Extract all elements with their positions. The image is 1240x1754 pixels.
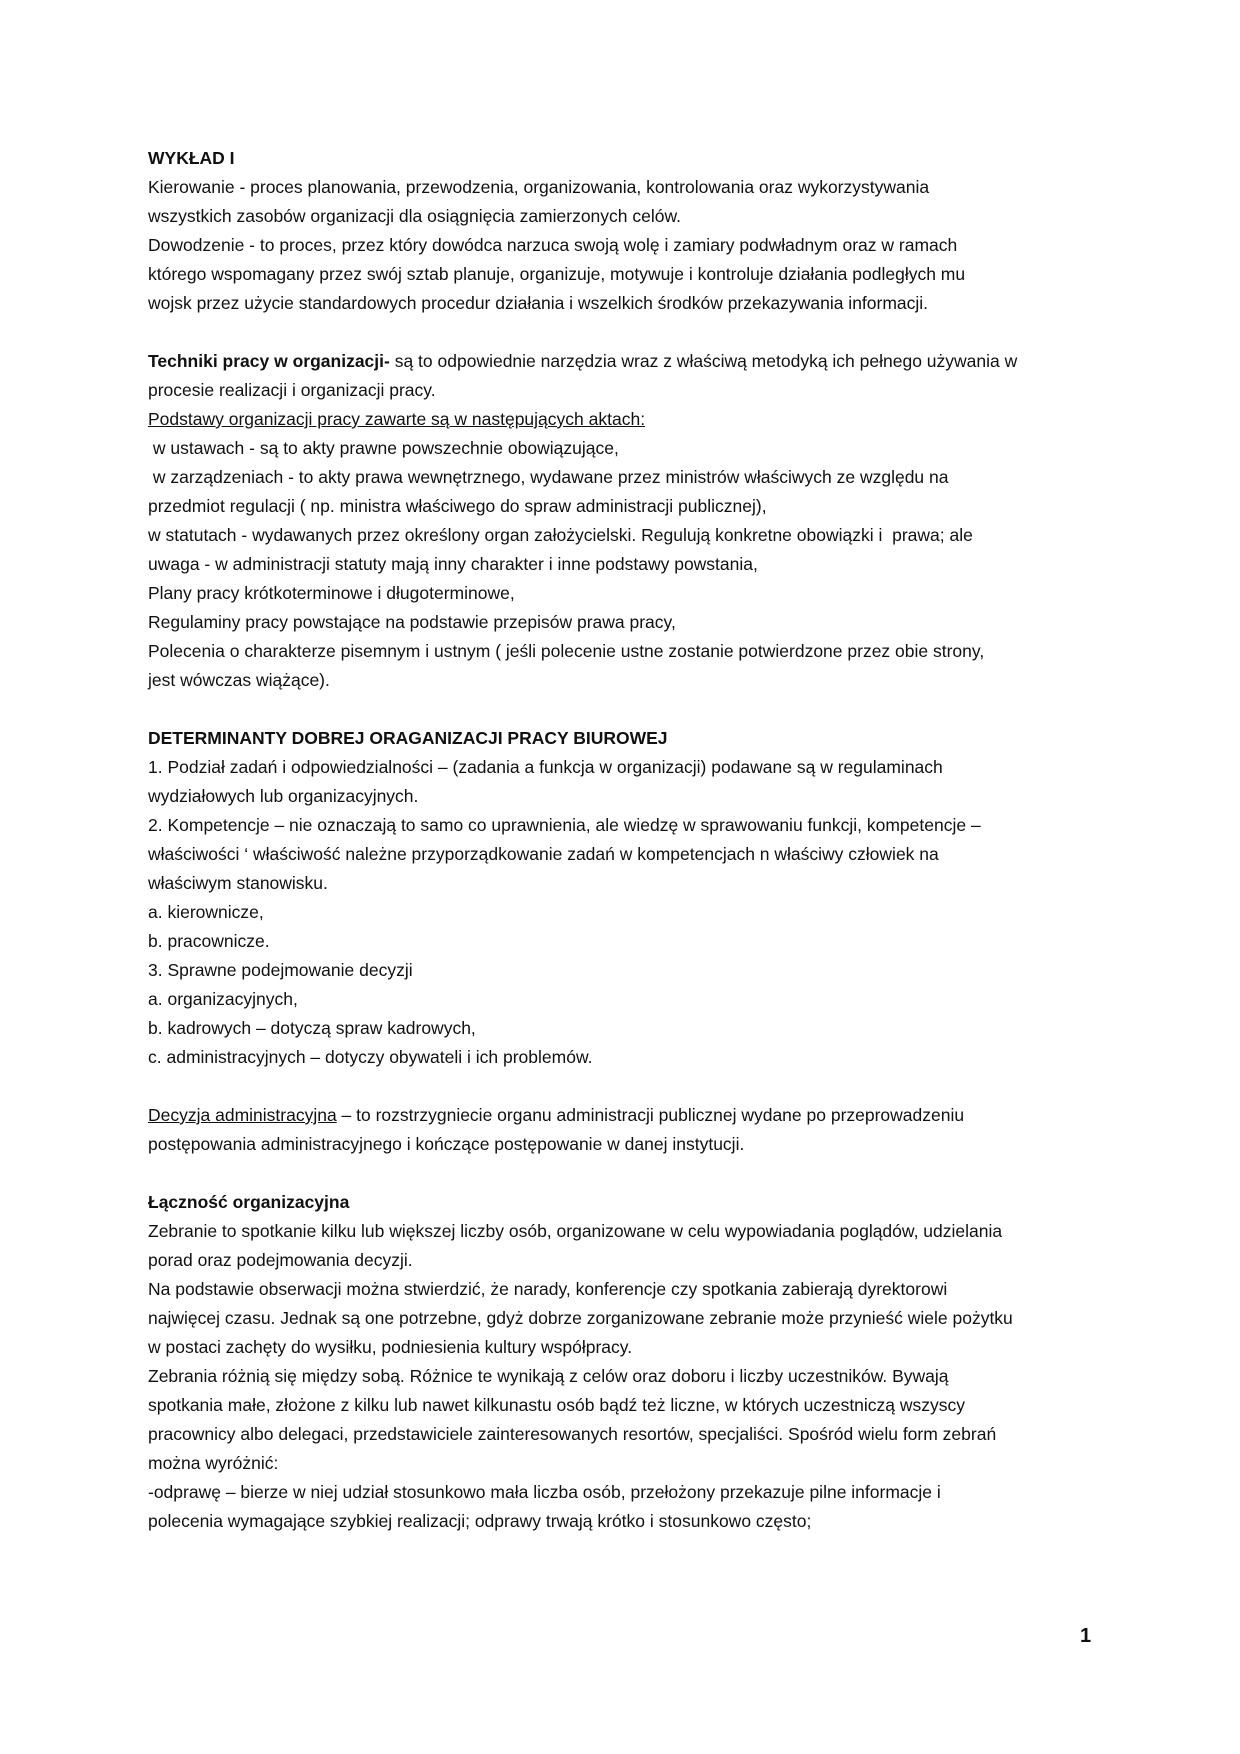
definition-text: – to rozstrzygniecie organu administracji publicznej wydane po przeprowadzeniu: [336, 1105, 965, 1125]
list-item: a. organizacyjnych,: [148, 989, 298, 1009]
paragraph-line: [148, 1101, 1098, 1130]
paragraph-spacer: [148, 1159, 1098, 1188]
paragraph-spacer: [148, 1072, 1098, 1101]
paragraph-line: w statutach - wydawanych przez określony organ założycielski. Regulują konkretne obowiązki i prawa; ale: [148, 525, 973, 545]
section-heading: Łączność organizacyjna: [148, 1192, 350, 1212]
paragraph-line: najwięcej czasu. Jednak są one potrzebne, gdyż dobrze zorganizowane zebranie może przynieść wiele pożytku: [148, 1308, 1013, 1328]
term-decyzja-administracyjna: Decyzja administracyjna: [148, 1105, 337, 1125]
paragraph-line: wydziałowych lub organizacyjnych.: [148, 786, 419, 806]
paragraph-line: można wyróżnić:: [148, 1453, 279, 1473]
paragraph-line: przedmiot regulacji ( np. ministra właściwego do spraw administracji publicznej),: [148, 496, 767, 516]
document-page: [148, 144, 1098, 1536]
page-number: 1: [1080, 1625, 1092, 1647]
paragraph-spacer: [148, 318, 1098, 347]
paragraph-line: procesie realizacji i organizacji pracy.: [148, 380, 436, 400]
paragraph-line: właściwości ‘ właściwość należne przyporządkowanie zadań w kompetencjach n właściwy człowiek na: [148, 844, 939, 864]
paragraph-line: Polecenia o charakterze pisemnym i ustnym ( jeśli polecenie ustne zostanie potwierdzone przez obie strony,: [148, 641, 985, 661]
list-item: a. kierownicze,: [148, 902, 264, 922]
underlined-heading: Podstawy organizacji pracy zawarte są w następujących aktach:: [148, 409, 646, 429]
section-heading: DETERMINANTY DOBREJ ORAGANIZACJI PRACY BIUROWEJ: [148, 728, 668, 748]
list-item: c. administracyjnych – dotyczy obywateli i ich problemów.: [148, 1047, 593, 1067]
paragraph-line: wojsk przez użycie standardowych procedur działania i wszelkich środków przekazywania informacji.: [148, 293, 929, 313]
paragraph-spacer: [148, 695, 1098, 724]
paragraph-line: Dowodzenie - to proces, przez który dowódca narzuca swoją wolę i zamiary podwładnym oraz w ramach: [148, 235, 958, 255]
list-item: b. pracownicze.: [148, 931, 270, 951]
paragraph-line: spotkania małe, złożone z kilku lub nawet kilkunastu osób bądź też liczne, w których uczestniczą wszyscy: [148, 1395, 966, 1415]
paragraph-line: Plany pracy krótkoterminowe i długoterminowe,: [148, 583, 515, 603]
paragraph-line: porad oraz podejmowania decyzji.: [148, 1250, 413, 1270]
paragraph-line: wszystkich zasobów organizacji dla osiągnięcia zamierzonych celów.: [148, 206, 682, 226]
paragraph-line: Kierowanie - proces planowania, przewodzenia, organizowania, kontrolowania oraz wykorzystywania: [148, 177, 930, 197]
list-item: b. kadrowych – dotyczą spraw kadrowych,: [148, 1018, 476, 1038]
paragraph-line: [148, 347, 1098, 376]
paragraph-line: postępowania administracyjnego i kończące postępowanie w danej instytucji.: [148, 1134, 745, 1154]
paragraph-line: właściwym stanowisku.: [148, 873, 328, 893]
paragraph-line: jest wówczas wiążące).: [148, 670, 330, 690]
definition-text: są to odpowiednie narzędzia wraz z właściwą metodyką ich pełnego używania w: [389, 351, 1018, 371]
lecture-heading: WYKŁAD I: [148, 148, 235, 168]
paragraph-line: pracownicy albo delegaci, przedstawiciele zainteresowanych resortów, specjaliści. Spośród wielu form zebrań: [148, 1424, 997, 1444]
paragraph-line: w postaci zachęty do wysiłku, podniesienia kultury współpracy.: [148, 1337, 633, 1357]
paragraph-line: Zebranie to spotkanie kilku lub większej liczby osób, organizowane w celu wypowiadania poglądów, udzielania: [148, 1221, 1003, 1241]
paragraph-line: Regulaminy pracy powstające na podstawie przepisów prawa pracy,: [148, 612, 676, 632]
paragraph-line: którego wspomagany przez swój sztab planuje, organizuje, motywuje i kontroluje działania podległych mu: [148, 264, 966, 284]
paragraph-line: Zebrania różnią się między sobą. Różnice te wynikają z celów oraz doboru i liczby uczestników. Bywają: [148, 1366, 949, 1386]
paragraph-line: -odprawę – bierze w niej udział stosunkowo mała liczba osób, przełożony przekazuje pilne informacje i: [148, 1482, 941, 1502]
paragraph-line: polecenia wymagające szybkiej realizacji; odprawy trwają krótko i stosunkowo często;: [148, 1511, 812, 1531]
paragraph-line: uwaga - w administracji statuty mają inny charakter i inne podstawy powstania,: [148, 554, 758, 574]
list-item: 3. Sprawne podejmowanie decyzji: [148, 960, 413, 980]
list-item: 2. Kompetencje – nie oznaczają to samo co uprawnienia, ale wiedzę w sprawowaniu funkcji, kompetencje –: [148, 815, 981, 835]
list-item: 1. Podział zadań i odpowiedzialności – (zadania a funkcja w organizacji) podawane są w regulaminach: [148, 757, 943, 777]
paragraph-line: w ustawach - są to akty prawne powszechnie obowiązujące,: [148, 438, 619, 458]
paragraph-line: Na podstawie obserwacji można stwierdzić, że narady, konferencje czy spotkania zabierają dyrektorowi: [148, 1279, 948, 1299]
paragraph-line: w zarządzeniach - to akty prawa wewnętrznego, wydawane przez ministrów właściwych ze względu na: [148, 467, 949, 487]
term-techniki-pracy: Techniki pracy w organizacji-: [148, 351, 390, 371]
